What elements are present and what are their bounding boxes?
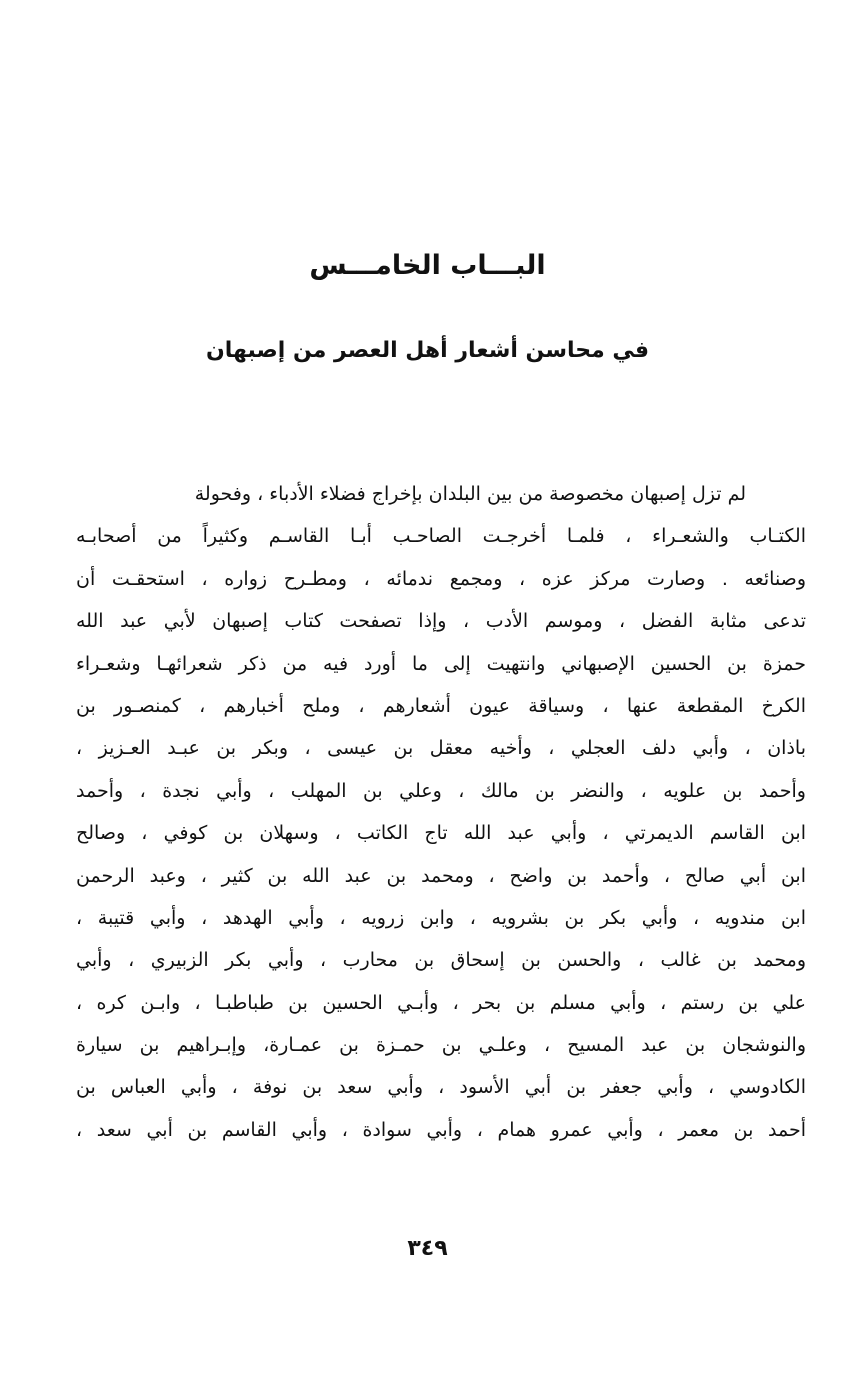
text-line: الكتـاب والشعـراء ، فلمـا أخرجـت الصاحـب أبـا القاسـم وكثيراً من أصحابـه [76, 525, 806, 548]
chapter-title: البـــاب الخامـــس [309, 250, 546, 281]
text-line: ابن أبي صالح ، وأحمد بن واضح ، ومحمد بن عبد الله بن كثير ، وعبد الرحمن [76, 864, 806, 887]
text-line: باذان ، وأبي دلف العجلي ، وأخيه معقل بن عيسى ، وبكر بن عبـد العـزيز ، [76, 737, 806, 760]
page-number: ٣٤٩ [407, 1236, 448, 1261]
text-line: لم تزل إصبهان مخصوصة من بين البلدان بإخراج فضلاء الأدباء ، وفحولة [194, 483, 746, 505]
text-line: الكرخ المقطعة عنها ، وسياقة عيون أشعارهم ، وملح أخبارهم ، كمنصـور بن [76, 694, 806, 717]
text-line: علي بن رستم ، وأبي مسلم بن بحر ، وأبـي الحسين بن طباطبـا ، وابـن كره ، [76, 991, 806, 1014]
text-line: ابن مندويه ، وأبي بكر بن بشرويه ، وابن زرويه ، وأبي الهدهد ، وأبي قتيبة ، [76, 906, 806, 929]
text-line: حمزة بن الحسين الإصبهاني وانتهيت إلى ما أورد فيه من ذكر شعرائهـا وشعـراء [76, 652, 806, 675]
text-line: ابن القاسم الديمرتي ، وأبي عبد الله تاج الكاتب ، وسهلان بن كوفي ، وصالح [76, 822, 806, 845]
text-line: أحمد بن معمر ، وأبي عمرو همام ، وأبي سوادة ، وأبي القاسم بن أبي سعد ، [76, 1118, 806, 1141]
text-line: الكادوسي ، وأبي جعفر بن أبي الأسود ، وأبي سعد بن نوفة ، وأبي العباس بن [76, 1076, 806, 1099]
body-paragraph [76, 476, 806, 1154]
text-line: والنوشجان بن عبد المسيح ، وعلـي بن حمـزة بن عمـارة، وإبـراهيم بن سيارة [76, 1034, 806, 1057]
chapter-subtitle: في محاسن أشعار أهل العصر من إصبهان [205, 338, 650, 363]
text-line: ومحمد بن غالب ، والحسن بن إسحاق بن محارب ، وأبي بكر الزبيري ، وأبي [76, 949, 806, 972]
text-line: وأحمد بن علويه ، والنضر بن مالك ، وعلي بن المهلب ، وأبي نجدة ، وأحمد [76, 779, 806, 802]
text-line: تدعى مثابة الفضل ، وموسم الأدب ، وإذا تصفحت كتاب إصبهان لأبي عبد الله [76, 610, 806, 633]
text-line: وصنائعه . وصارت مركز عزه ، ومجمع ندمائه ، ومطـرح زواره ، استحقـت أن [76, 567, 806, 590]
